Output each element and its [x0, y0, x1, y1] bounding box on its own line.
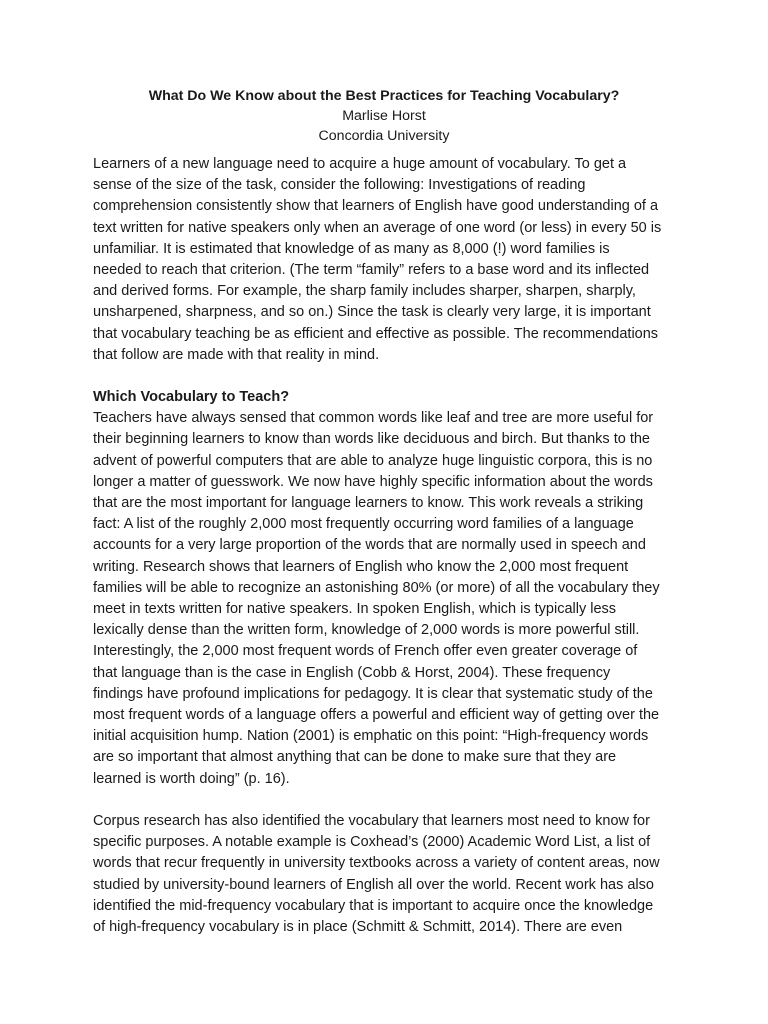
- author-name: Marlise Horst: [342, 108, 426, 124]
- text-line: that are the most important for language learners to know. This work reveals a striking: [93, 495, 644, 512]
- author-affiliation: Concordia University: [318, 128, 450, 144]
- text-line: advent of powerful computers that are able to analyze huge linguistic corpora, this is no: [93, 452, 653, 469]
- text-line: and derived forms. For example, the sharp family includes sharper, sharpen, sharply,: [93, 283, 636, 300]
- text-line: that follow are made with that reality in mind.: [93, 346, 380, 363]
- text-line: families will be able to recognize an astonishing 80% (or more) of all the vocabulary they: [93, 579, 660, 596]
- document-title: What Do We Know about the Best Practices for Teaching Vocabulary?: [148, 88, 620, 104]
- corpus-paragraph: [93, 811, 677, 938]
- text-line: unfamiliar. It is estimated that knowledge of as many as 8,000 (!) word families is: [93, 240, 610, 257]
- text-line: sense of the size of the task, consider the following: Investigations of reading: [93, 177, 586, 194]
- text-line: meet in texts written for native speakers. In spoken English, which is typically less: [93, 601, 617, 618]
- text-line: learned is worth doing” (p. 16).: [93, 770, 290, 787]
- text-line: lexically dense than the written form, knowledge of 2,000 words is more powerful still.: [93, 622, 640, 639]
- text-line: writing. Research shows that learners of English who know the 2,000 most frequent: [93, 558, 629, 575]
- text-line: longer a matter of guesswork. We now have highly specific information about the words: [93, 473, 653, 490]
- text-line: Corpus research has also identified the vocabulary that learners most need to know for: [93, 812, 650, 829]
- text-line: most frequent words of a language offers a powerful and efficient way of getting over the: [93, 707, 660, 724]
- text-line: studied by university-bound learners of English all over the world. Recent work has also: [93, 876, 654, 893]
- text-line: Learners of a new language need to acquire a huge amount of vocabulary. To get a: [93, 156, 627, 172]
- text-line: of high-frequency vocabulary is in place (Schmitt & Schmitt, 2014). There are even: [93, 918, 623, 935]
- text-line: identified the mid-frequency vocabulary that is important to acquire once the knowledge: [93, 897, 654, 914]
- text-line: needed to reach that criterion. (The term “family” refers to a base word and its inflected: [93, 262, 650, 279]
- text-line: their beginning learners to know than words like deciduous and birch. But thanks to the: [93, 431, 650, 448]
- text-line: accounts for a very large proportion of the words that are normally used in speech and: [93, 537, 646, 554]
- text-line: specific purposes. A notable example is Coxhead’s (2000) Academic Word List, a list of: [93, 834, 651, 851]
- section-heading: Which Vocabulary to Teach?: [93, 389, 290, 406]
- text-line: text written for native speakers only when an average of one word (or less) in every 50 is: [93, 219, 662, 236]
- section-paragraph: [93, 408, 677, 790]
- document-header: [93, 86, 675, 146]
- text-line: initial acquisition hump. Nation (2001) is emphatic on this point: “High-frequency words: [93, 728, 649, 745]
- text-line: findings have profound implications for pedagogy. It is clear that systematic study of the: [93, 685, 653, 702]
- document-body: [93, 154, 677, 938]
- text-line: that vocabulary teaching be as efficient and effective as possible. The recommendations: [93, 325, 659, 342]
- text-line: words that recur frequently in university textbooks across a variety of content areas, now: [93, 855, 660, 872]
- text-line: that language than is the case in English (Cobb & Horst, 2004). These frequency: [93, 664, 611, 681]
- text-line: comprehension consistently show that learners of English have good understanding of a: [93, 198, 659, 215]
- text-line: are so important that almost anything that can be done to make sure that they are: [93, 749, 617, 766]
- intro-paragraph: [93, 154, 677, 366]
- text-line: fact: A list of the roughly 2,000 most frequently occurring word families of a language: [93, 516, 634, 533]
- text-line: Interestingly, the 2,000 most frequent words of French offer even greater coverage of: [93, 643, 638, 660]
- text-line: unsharpened, sharpness, and so on.) Since the task is clearly very large, it is important: [93, 304, 651, 321]
- text-line: Teachers have always sensed that common words like leaf and tree are more useful for: [93, 410, 654, 427]
